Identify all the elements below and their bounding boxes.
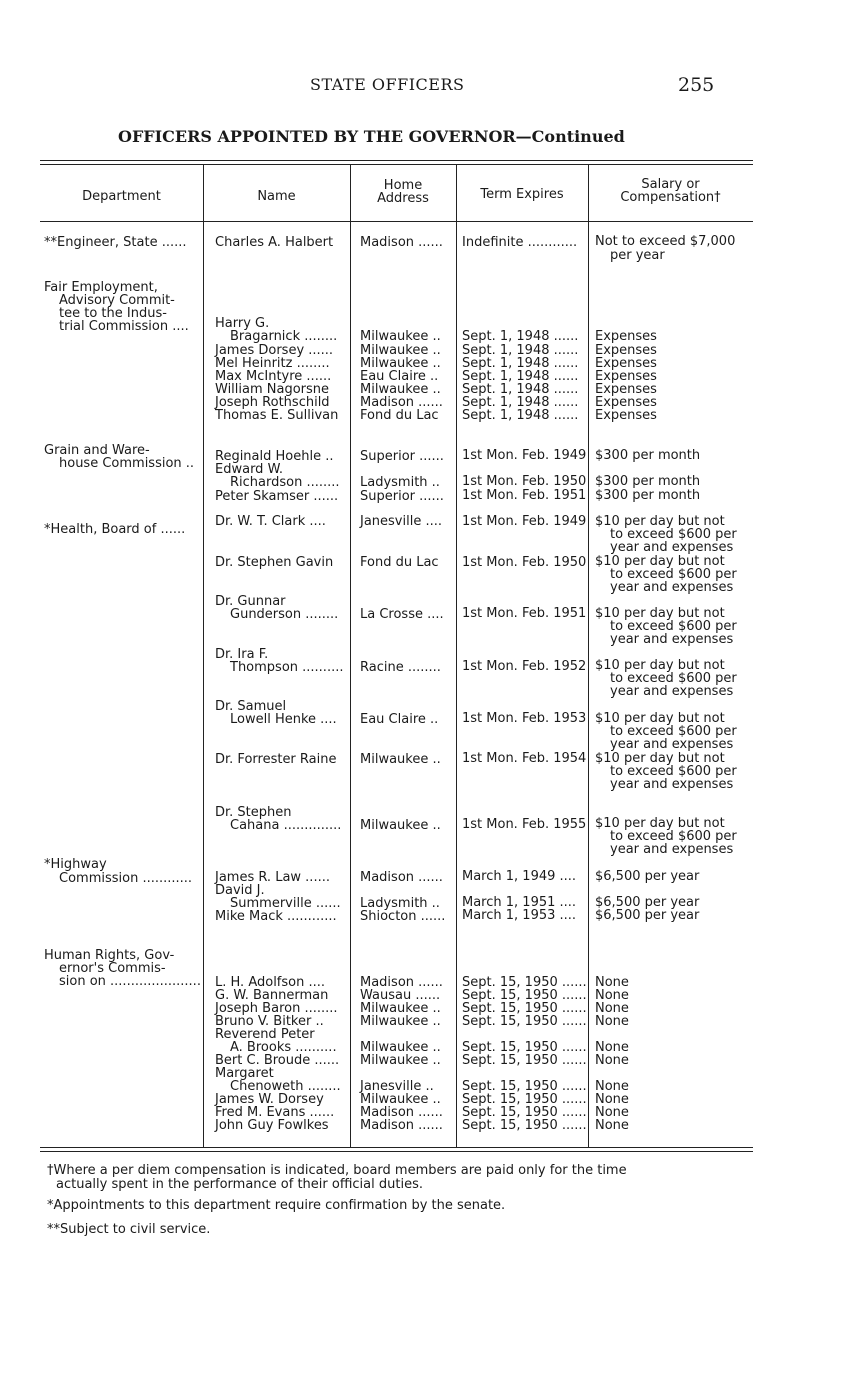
column-divider — [350, 165, 351, 1147]
home-address-cell: Superior ...... — [360, 449, 444, 464]
name-cell: Dr. Stephen — [215, 805, 292, 820]
term-expires-cell: Sept. 1, 1948 ...... — [462, 329, 579, 344]
salary-cell: $10 per day but not — [595, 711, 725, 726]
salary-cell: year and expenses — [610, 580, 734, 595]
term-expires-cell: 1st Mon. Feb. 1950 — [462, 474, 587, 489]
term-expires-cell: 1st Mon. Feb. 1949 — [462, 514, 587, 529]
home-address-cell: Janesville .... — [360, 514, 442, 529]
name-cell: Dr. Stephen Gavin — [215, 555, 334, 570]
salary-cell: $6,500 per year — [595, 869, 700, 884]
term-expires-cell: 1st Mon. Feb. 1951 — [462, 606, 587, 621]
department-cell: *Health, Board of ...... — [44, 522, 186, 537]
salary-cell: $10 per day but not — [595, 658, 725, 673]
home-address-cell: Fond du Lac — [360, 408, 439, 423]
name-cell: Gunderson ........ — [230, 607, 339, 622]
home-address-cell: Fond du Lac — [360, 555, 439, 570]
name-cell: G. W. Bannerman — [215, 988, 329, 1003]
name-cell: Reginald Hoehle .. — [215, 449, 334, 464]
header-bottom-rule — [40, 221, 753, 222]
name-cell: Dr. Gunnar — [215, 594, 286, 609]
name-cell: Richardson ........ — [230, 475, 340, 490]
salary-cell: None — [595, 1092, 629, 1107]
salary-cell: $300 per month — [595, 488, 701, 503]
home-address-cell: Milwaukee .. — [360, 329, 441, 344]
salary-cell: $10 per day but not — [595, 816, 725, 831]
department-cell: ernor's Commis- — [59, 961, 166, 976]
salary-cell: None — [595, 1001, 629, 1016]
name-cell: Bruno V. Bitker .. — [215, 1014, 324, 1029]
name-cell: Thompson .......... — [230, 660, 344, 675]
salary-cell: Expenses — [595, 329, 657, 344]
salary-cell: None — [595, 1040, 629, 1055]
department-cell: trial Commission .... — [59, 319, 189, 334]
home-address-cell: Racine ........ — [360, 660, 441, 675]
term-expires-cell: Sept. 15, 1950 ...... — [462, 1079, 587, 1094]
home-address-cell: Milwaukee .. — [360, 356, 441, 371]
salary-cell: Expenses — [595, 395, 657, 410]
term-expires-cell: Sept. 15, 1950 ...... — [462, 988, 587, 1003]
column-header-term-expires: Term Expires — [480, 187, 564, 202]
name-cell: Dr. Samuel — [215, 699, 287, 714]
salary-cell: to exceed $600 per — [610, 619, 737, 634]
page-number: 255 — [678, 74, 715, 96]
salary-cell: Expenses — [595, 382, 657, 397]
salary-cell: year and expenses — [610, 737, 734, 752]
salary-cell: None — [595, 988, 629, 1003]
name-cell: James Dorsey ...... — [215, 343, 334, 358]
salary-cell: to exceed $600 per — [610, 527, 737, 542]
name-cell: A. Brooks .......... — [230, 1040, 337, 1055]
home-address-cell: Milwaukee .. — [360, 752, 441, 767]
column-divider — [588, 165, 589, 1147]
salary-cell: $6,500 per year — [595, 908, 700, 923]
term-expires-cell: Sept. 15, 1950 ...... — [462, 1118, 587, 1133]
table-top-rule — [40, 160, 753, 161]
name-cell: David J. — [215, 883, 265, 898]
term-expires-cell: Sept. 15, 1950 ...... — [462, 975, 587, 990]
term-expires-cell: Indefinite ............ — [462, 235, 578, 250]
table-top-rule-double — [40, 164, 753, 165]
footnote-double-asterisk: **Subject to civil service. — [47, 1222, 211, 1237]
name-cell: Fred M. Evans ...... — [215, 1105, 335, 1120]
name-cell: Mike Mack ............ — [215, 909, 337, 924]
term-expires-cell: Sept. 1, 1948 ...... — [462, 343, 579, 358]
table-bottom-rule-double — [40, 1151, 753, 1152]
name-cell: Joseph Rothschild — [215, 395, 330, 410]
home-address-cell: Ladysmith .. — [360, 475, 440, 490]
name-cell: William Nagorsne — [215, 382, 330, 397]
salary-cell: None — [595, 1079, 629, 1094]
name-cell: Edward W. — [215, 462, 284, 477]
footnote-single-asterisk: *Appointments to this department require confirmation by the senate. — [47, 1198, 506, 1213]
home-address-cell: Madison ...... — [360, 1118, 443, 1133]
home-address-cell: Milwaukee .. — [360, 818, 441, 833]
home-address-cell: Milwaukee .. — [360, 382, 441, 397]
salary-cell: Expenses — [595, 343, 657, 358]
column-divider — [203, 165, 204, 1147]
home-address-cell: Milwaukee .. — [360, 1053, 441, 1068]
section-title: OFFICERS APPOINTED BY THE GOVERNOR—Continued — [118, 127, 625, 146]
name-cell: L. H. Adolfson .... — [215, 975, 326, 990]
salary-cell: $6,500 per year — [595, 895, 700, 910]
home-address-cell: Eau Claire .. — [360, 712, 439, 727]
salary-cell: year and expenses — [610, 540, 734, 555]
term-expires-cell: March 1, 1953 .... — [462, 908, 577, 923]
name-cell: James W. Dorsey — [215, 1092, 324, 1107]
term-expires-cell: Sept. 15, 1950 ...... — [462, 1014, 587, 1029]
home-address-cell: Janesville .. — [360, 1079, 434, 1094]
salary-cell: to exceed $600 per — [610, 829, 737, 844]
salary-cell: None — [595, 1105, 629, 1120]
name-cell: Reverend Peter — [215, 1027, 315, 1042]
footnote-dagger: †Where a per diem compensation is indicated, board members are paid only for the time — [47, 1163, 627, 1178]
salary-cell: to exceed $600 per — [610, 724, 737, 739]
term-expires-cell: 1st Mon. Feb. 1949 — [462, 448, 587, 463]
salary-cell: year and expenses — [610, 777, 734, 792]
name-cell: James R. Law ...... — [215, 870, 330, 885]
home-address-cell: Milwaukee .. — [360, 1001, 441, 1016]
salary-cell: year and expenses — [610, 684, 734, 699]
footnote-dagger-continued: actually spent in the performance of their official duties. — [56, 1177, 423, 1192]
name-cell: John Guy Fowlkes — [215, 1118, 329, 1133]
department-cell: tee to the Indus- — [59, 306, 167, 321]
salary-cell: Expenses — [595, 356, 657, 371]
home-address-cell: Madison ...... — [360, 395, 443, 410]
home-address-cell: Madison ...... — [360, 1105, 443, 1120]
name-cell: Harry G. — [215, 316, 270, 331]
term-expires-cell: Sept. 1, 1948 ...... — [462, 382, 579, 397]
salary-cell: to exceed $600 per — [610, 567, 737, 582]
term-expires-cell: Sept. 15, 1950 ...... — [462, 1092, 587, 1107]
name-cell: Max McIntyre ...... — [215, 369, 332, 384]
home-address-cell: Eau Claire .. — [360, 369, 439, 384]
salary-cell: $10 per day but not — [595, 751, 725, 766]
name-cell: Dr. W. T. Clark .... — [215, 514, 326, 529]
department-cell: Human Rights, Gov- — [44, 948, 175, 963]
salary-cell: $10 per day but not — [595, 514, 725, 529]
home-address-cell: Shiocton ...... — [360, 909, 446, 924]
department-cell: house Commission .. — [59, 456, 195, 471]
term-expires-cell: Sept. 15, 1950 ...... — [462, 1001, 587, 1016]
salary-cell: None — [595, 1053, 629, 1068]
home-address-cell: Superior ...... — [360, 489, 444, 504]
department-cell: Commission ............ — [59, 871, 193, 886]
salary-cell: None — [595, 975, 629, 990]
home-address-cell: La Crosse .... — [360, 607, 444, 622]
salary-cell: Expenses — [595, 369, 657, 384]
salary-cell: Not to exceed $7,000 — [595, 234, 736, 249]
salary-cell: $300 per month — [595, 474, 701, 489]
name-cell: Dr. Forrester Raine — [215, 752, 337, 767]
term-expires-cell: March 1, 1951 .... — [462, 895, 577, 910]
term-expires-cell: Sept. 15, 1950 ...... — [462, 1105, 587, 1120]
salary-cell: None — [595, 1014, 629, 1029]
home-address-cell: Wausau ...... — [360, 988, 441, 1003]
name-cell: Chenoweth ........ — [230, 1079, 341, 1094]
name-cell: Summerville ...... — [230, 896, 341, 911]
department-cell: sion on ...................... — [59, 974, 201, 989]
name-cell: Cahana .............. — [230, 818, 342, 833]
home-address-cell: Milwaukee .. — [360, 1014, 441, 1029]
term-expires-cell: Sept. 1, 1948 ...... — [462, 408, 579, 423]
name-cell: Bert C. Broude ...... — [215, 1053, 340, 1068]
salary-cell: $300 per month — [595, 448, 701, 463]
salary-cell: year and expenses — [610, 632, 734, 647]
term-expires-cell: Sept. 1, 1948 ...... — [462, 395, 579, 410]
term-expires-cell: 1st Mon. Feb. 1951 — [462, 488, 587, 503]
column-divider — [456, 165, 457, 1147]
home-address-cell: Madison ...... — [360, 870, 443, 885]
column-header-salary: Salary or Compensation† — [620, 177, 721, 205]
term-expires-cell: 1st Mon. Feb. 1950 — [462, 555, 587, 570]
home-address-cell: Milwaukee .. — [360, 343, 441, 358]
salary-cell: $10 per day but not — [595, 554, 725, 569]
name-cell: Thomas E. Sullivan — [215, 408, 339, 423]
table-bottom-rule — [40, 1147, 753, 1148]
term-expires-cell: 1st Mon. Feb. 1954 — [462, 751, 587, 766]
running-title: STATE OFFICERS — [310, 75, 465, 94]
department-cell: Fair Employment, — [44, 280, 158, 295]
term-expires-cell: Sept. 1, 1948 ...... — [462, 369, 579, 384]
department-cell: Advisory Commit- — [59, 293, 175, 308]
name-cell: Mel Heinritz ........ — [215, 356, 330, 371]
home-address-cell: Madison ...... — [360, 235, 443, 250]
salary-cell: None — [595, 1118, 629, 1133]
column-header-home-address: Home Address — [377, 178, 429, 206]
home-address-cell: Madison ...... — [360, 975, 443, 990]
name-cell: Peter Skamser ...... — [215, 489, 339, 504]
name-cell: Margaret — [215, 1066, 274, 1081]
term-expires-cell: 1st Mon. Feb. 1952 — [462, 659, 587, 674]
name-cell: Bragarnick ........ — [230, 329, 338, 344]
column-header-department: Department — [82, 189, 161, 204]
department-cell: Grain and Ware- — [44, 443, 150, 458]
term-expires-cell: March 1, 1949 .... — [462, 869, 577, 884]
term-expires-cell: 1st Mon. Feb. 1955 — [462, 817, 587, 832]
name-cell: Dr. Ira F. — [215, 647, 269, 662]
department-cell: **Engineer, State ...... — [44, 235, 187, 250]
column-header-name: Name — [257, 189, 296, 204]
term-expires-cell: Sept. 1, 1948 ...... — [462, 356, 579, 371]
home-address-cell: Milwaukee .. — [360, 1092, 441, 1107]
salary-cell: year and expenses — [610, 842, 734, 857]
salary-cell: to exceed $600 per — [610, 764, 737, 779]
salary-cell: $10 per day but not — [595, 606, 725, 621]
home-address-cell: Ladysmith .. — [360, 896, 440, 911]
home-address-cell: Milwaukee .. — [360, 1040, 441, 1055]
salary-cell: to exceed $600 per — [610, 671, 737, 686]
name-cell: Charles A. Halbert — [215, 235, 334, 250]
term-expires-cell: Sept. 15, 1950 ...... — [462, 1040, 587, 1055]
name-cell: Joseph Baron ........ — [215, 1001, 338, 1016]
name-cell: Lowell Henke .... — [230, 712, 337, 727]
department-cell: *Highway — [44, 857, 107, 872]
term-expires-cell: Sept. 15, 1950 ...... — [462, 1053, 587, 1068]
salary-cell: Expenses — [595, 408, 657, 423]
salary-cell: per year — [610, 248, 665, 263]
term-expires-cell: 1st Mon. Feb. 1953 — [462, 711, 587, 726]
